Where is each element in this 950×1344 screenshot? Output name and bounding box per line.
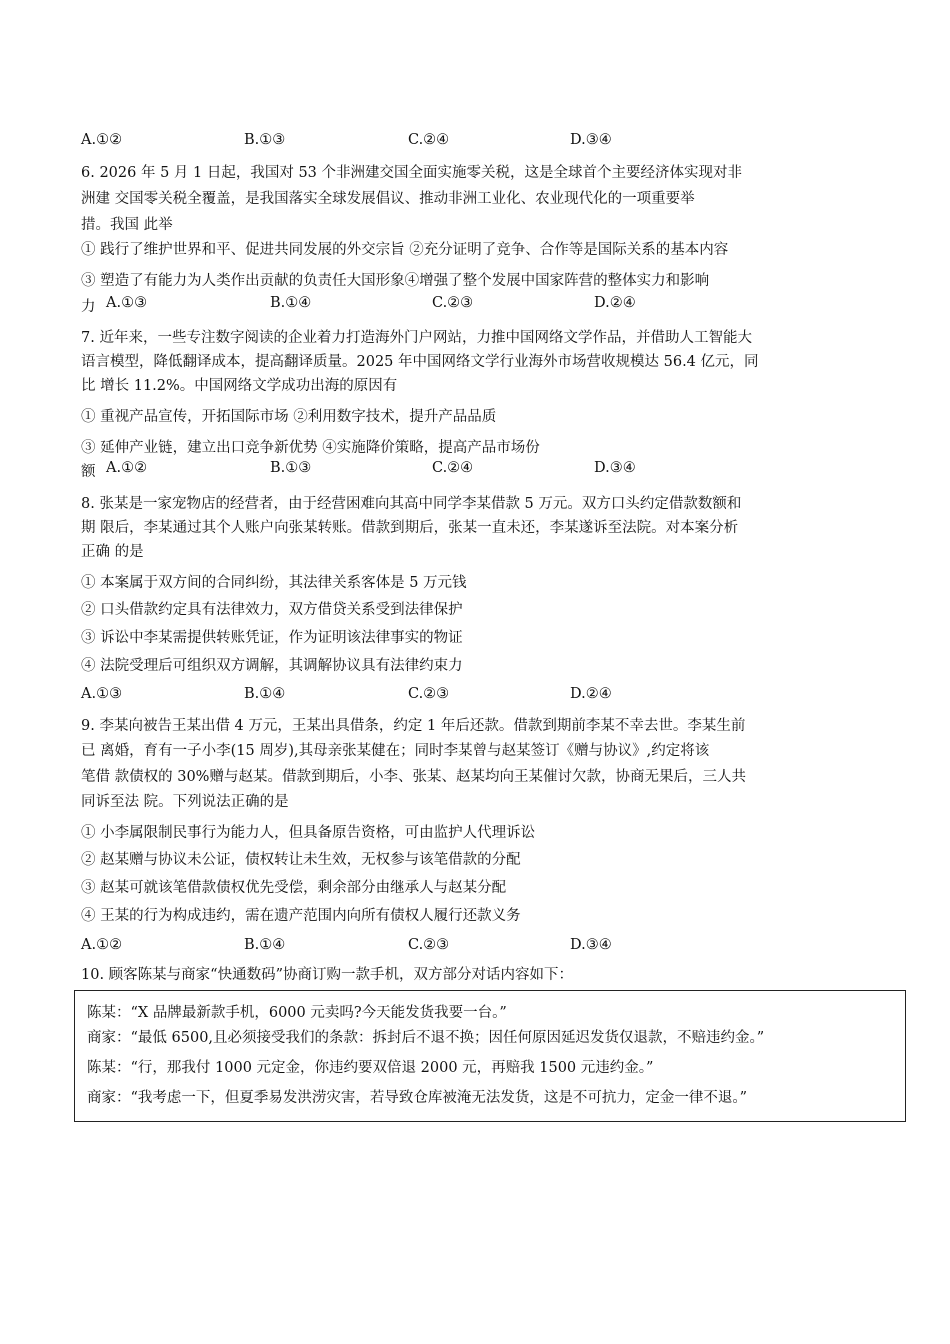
dialog-box (74, 990, 906, 1122)
q7-option-d: D.③④ (594, 460, 636, 476)
dialog-line: 商家：“最低 6500,且必须接受我们的条款：拆封后不退不换；因任何原因延迟发货仅退款，不赔违约金。” (87, 1030, 765, 1046)
q7-option-b: B.①③ (270, 460, 312, 476)
q9-stem-line: 已 离婚，育有一子小李(15 周岁),其母亲张某健在；同时李某曾与赵某签订《赠与协议》,约定将该 (81, 743, 710, 759)
q5-option-c: C.②④ (408, 132, 450, 148)
q6-option-c: C.②③ (432, 295, 474, 311)
dialog-line: 陈某：“行，那我付 1000 元定金，你违约要双倍退 2000 元，再赔我 1500 元违约金。” (87, 1060, 654, 1076)
q7-stem-line: 7. 近年来，一些专注数字阅读的企业着力打造海外门户网站，力推中国网络文学作品，并借助人工智能大 (81, 330, 752, 346)
q6-stem-line: 洲建 交国零关税全覆盖，是我国落实全球发展倡议、推动非洲工业化、农业现代化的一项重要举 (81, 191, 695, 207)
q8-item: ① 本案属于双方间的合同纠纷，其法律关系客体是 5 万元钱 (81, 575, 467, 591)
q7-item: ① 重视产品宣传，开拓国际市场 ②利用数字技术，提升产品品质 (81, 409, 497, 425)
q10-stem: 10. 顾客陈某与商家“快通数码”协商订购一款手机，双方部分对话内容如下： (81, 967, 573, 983)
q8-stem-line: 期 限后，李某通过其个人账户向张某转账。借款到期后，张某一直未还，李某遂诉至法院。对本案分析 (81, 520, 739, 536)
q9-item: ① 小李属限制民事行为能力人，但具备原告资格，可由监护人代理诉讼 (81, 825, 536, 841)
q7-item: ③ 延伸产业链，建立出口竞争新优势 ④实施降价策略，提高产品市场份 (81, 440, 540, 456)
q6-item: ① 践行了维护世界和平、促进共同发展的外交宗旨 ②充分证明了竞争、合作等是国际关系的基本内容 (81, 242, 729, 258)
q5-option-b: B.①③ (244, 132, 286, 148)
q8-stem-line: 正确 的是 (81, 544, 144, 560)
q9-option-a: A.①② (81, 937, 123, 953)
q9-item: ② 赵某赠与协议未公证，债权转让未生效，无权参与该笔借款的分配 (81, 852, 521, 868)
q5-option-a: A.①② (81, 132, 123, 148)
q9-stem-line: 笔借 款债权的 30%赠与赵某。借款到期后，小李、张某、赵某均向王某催讨欠款，协商无果后，三人共 (81, 769, 746, 785)
q9-option-b: B.①④ (244, 937, 286, 953)
q8-option-d: D.②④ (570, 686, 612, 702)
q6-stem-line: 6. 2026 年 5 月 1 日起，我国对 53 个非洲建交国全面实施零关税，这是全球首个主要经济体实现对非 (81, 165, 743, 181)
q6-option-a: A.①③ (106, 295, 148, 311)
q7-option-c: C.②④ (432, 460, 474, 476)
q7-stem-line: 比 增长 11.2%。中国网络文学成功出海的原因有 (81, 378, 398, 394)
q9-item: ④ 王某的行为构成违约，需在遗产范围内向所有债权人履行还款义务 (81, 908, 521, 924)
q9-item: ③ 赵某可就该笔借款债权优先受偿，剩余部分由继承人与赵某分配 (81, 880, 507, 896)
q8-item: ② 口头借款约定具有法律效力，双方借贷关系受到法律保护 (81, 602, 463, 618)
dialog-line: 陈某：“X 品牌最新款手机，6000 元卖吗?今天能发货我要一台。” (87, 1005, 507, 1021)
dialog-line: 商家：“我考虑一下，但夏季易发洪涝灾害，若导致仓库被淹无法发货，这是不可抗力，定金一律不退。” (87, 1090, 748, 1106)
q8-stem-line: 8. 张某是一家宠物店的经营者，由于经营困难向其高中同学李某借款 5 万元。双方口头约定借款数额和 (81, 496, 742, 512)
q7-tail-text: 额 (81, 464, 96, 480)
q6-stem-line: 措。我国 此举 (81, 217, 173, 233)
q6-option-d: D.②④ (594, 295, 636, 311)
q7-option-a: A.①② (106, 460, 148, 476)
q9-option-d: D.③④ (570, 937, 612, 953)
q8-item: ④ 法院受理后可组织双方调解，其调解协议具有法律约束力 (81, 658, 463, 674)
q8-option-b: B.①④ (244, 686, 286, 702)
q9-stem-line: 9. 李某向被告王某出借 4 万元，王某出具借条，约定 1 年后还款。借款到期前李某不幸去世。李某生前 (81, 718, 746, 734)
q6-tail-text: 力 (81, 299, 96, 315)
q6-item: ③ 塑造了有能力为人类作出贡献的负责任大国形象④增强了整个发展中国家阵营的整体实力和影响 (81, 273, 710, 289)
q7-stem-line: 语言模型，降低翻译成本，提高翻译质量。2025 年中国网络文学行业海外市场营收规模达 56.4 亿元，同 (81, 354, 759, 370)
q5-option-d: D.③④ (570, 132, 612, 148)
q9-stem-line: 同诉至法 院。下列说法正确的是 (81, 794, 289, 810)
q6-option-b: B.①④ (270, 295, 312, 311)
q8-item: ③ 诉讼中李某需提供转账凭证，作为证明该法律事实的物证 (81, 630, 463, 646)
q8-option-c: C.②③ (408, 686, 450, 702)
q9-option-c: C.②③ (408, 937, 450, 953)
q8-option-a: A.①③ (81, 686, 123, 702)
